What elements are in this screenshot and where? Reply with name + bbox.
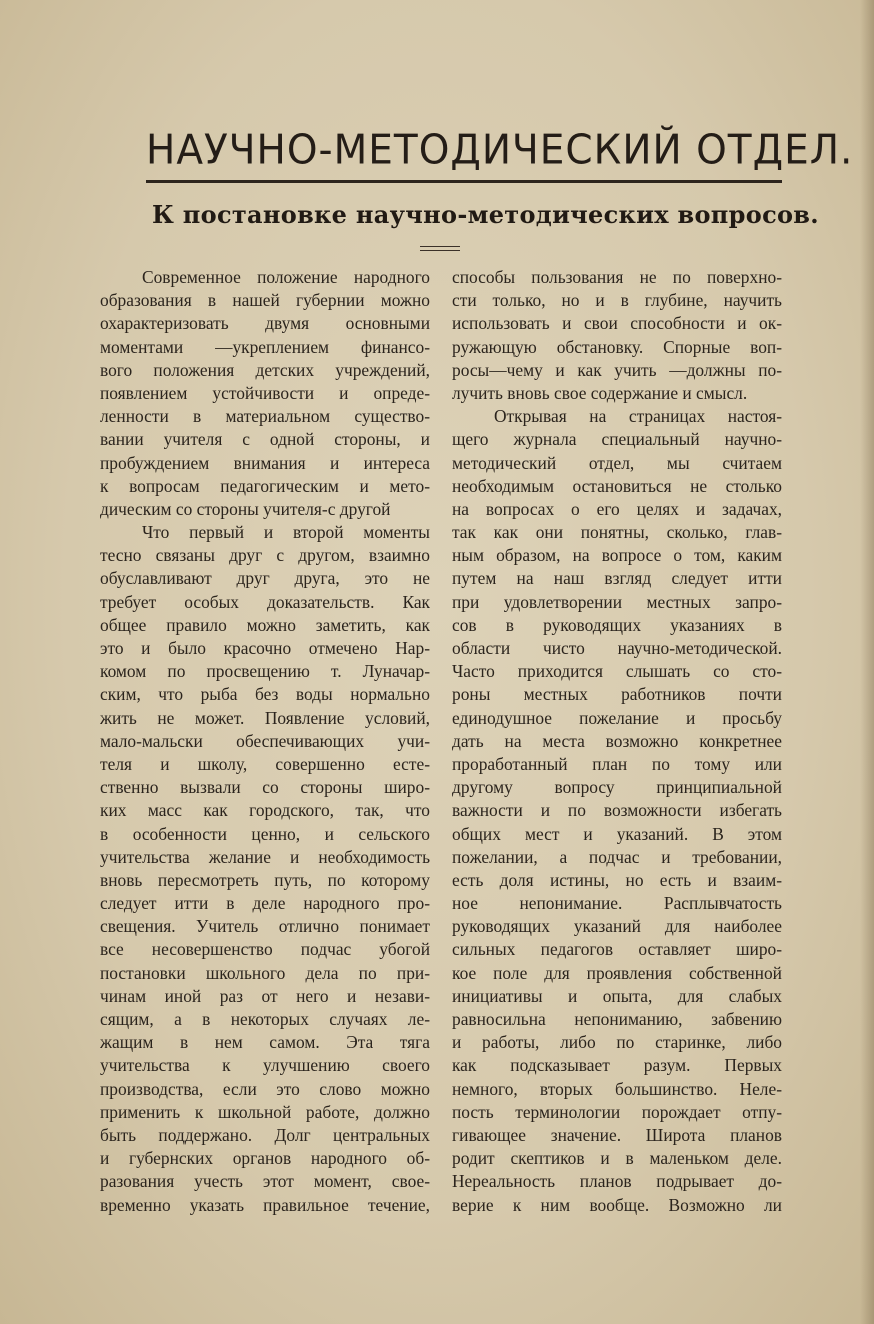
right-column-line: кое поле для проявления собственной — [452, 962, 782, 983]
right-column-line: необходимым остановиться не столько — [452, 475, 782, 496]
right-column-line: сильных педагогов оставляет широ- — [452, 939, 782, 960]
left-column-line: Что первый и второй моменты — [142, 522, 430, 543]
left-column-line: сящим, а в некоторых случаях ле- — [100, 1009, 430, 1029]
left-column-line: все несовершенство подчас убогой — [100, 939, 430, 960]
left-column-line: следует итти в деле народного про- — [100, 893, 430, 914]
right-column-line: так как они понятны, сколько, глав- — [452, 522, 782, 543]
article-title: К постановке научно-методических вопросов. — [152, 200, 819, 229]
right-column-line: сов в руководящих указаниях в — [452, 614, 782, 635]
right-column-line: дать на места возможно конкретнее — [452, 730, 782, 751]
left-column-line: к вопросам педагогическим и мето- — [100, 475, 430, 496]
right-column-line: ружающую обстановку. Спорные воп- — [452, 336, 782, 357]
left-column-line: дическим со стороны учителя-с другой — [100, 498, 391, 519]
right-column-line: есть доля истины, но есть и взаим- — [452, 869, 782, 890]
right-column-line: Нереальность планов подрывает до- — [452, 1171, 782, 1192]
right-column-line: Открывая на страницах настоя- — [494, 406, 782, 427]
left-column-line: ленности в материальном существо- — [100, 406, 430, 427]
left-column-line: вновь пересмотреть путь, по которому — [100, 869, 430, 890]
left-column-line: ским, что рыба без воды нормально — [100, 684, 430, 705]
right-column-line: общих мест и указаний. В этом — [452, 823, 782, 844]
left-column-line: производства, если это слово можно — [100, 1078, 430, 1099]
left-column-line: разования учесть этот момент, свое- — [100, 1171, 430, 1192]
section-title-rule — [146, 180, 782, 183]
right-column-line: области чисто научно-методической. — [452, 638, 782, 658]
right-column-line: лучить вновь свое содержание и смысл. — [452, 382, 748, 403]
right-column-line: сти только, но и в глубине, научить — [452, 290, 782, 311]
right-column-line: Часто приходится слышать со сто- — [452, 661, 782, 682]
left-text-column — [100, 266, 430, 1217]
right-column-line: родит скептиков и в маленьком деле. — [452, 1148, 782, 1169]
left-column-line: вании учителя с одной стороны, и — [100, 429, 430, 450]
left-column-line: пробуждением внимания и интереса — [100, 452, 430, 473]
right-column-line: проработанный план по тому или — [452, 753, 782, 774]
right-column-line: при удовлетворении местных запро- — [452, 591, 782, 612]
left-column-line: свещения. Учитель отлично понимает — [100, 916, 430, 937]
right-column-line: гивающее значение. Широта планов — [452, 1124, 782, 1145]
left-column-line: это и было красочно отмечено Нар- — [100, 638, 430, 658]
left-column-line: и губернских органов народного об- — [100, 1148, 430, 1169]
right-column-line: другому вопросу принципиальной — [452, 777, 782, 798]
left-column-line: учительства желание и необходимость — [100, 846, 430, 867]
right-column-line: росы—чему и как учить —должны по- — [452, 359, 782, 380]
left-column-line: появлением устойчивости и опреде- — [100, 382, 430, 403]
left-column-line: временно указать правильное течение, — [100, 1194, 430, 1215]
left-column-line: учительства к улучшению своего — [100, 1055, 430, 1076]
right-column-line: способы пользования не по поверхно- — [452, 267, 782, 287]
left-column-line: теля и школу, совершенно есте- — [100, 753, 430, 774]
left-column-line: чинам иной раз от него и незави- — [100, 985, 430, 1006]
left-column-line: охарактеризовать двумя основными — [100, 313, 430, 334]
right-column-line: ное непонимание. Расплывчатость — [452, 893, 782, 914]
right-column-line: немного, вторых большинство. Неле- — [452, 1078, 782, 1099]
right-column-line: пожелании, а подчас и требовании, — [452, 846, 782, 867]
left-column-line: применить к школьной работе, должно — [100, 1101, 430, 1122]
right-column-line: использовать и свои способности и ок- — [452, 313, 782, 334]
right-column-line: путем на наш взгляд следует итти — [452, 568, 782, 589]
right-text-column — [452, 266, 782, 1217]
left-column-line: моментами —укреплением финансо- — [100, 336, 430, 357]
right-column-line: и работы, либо по старинке, либо — [452, 1032, 782, 1053]
left-column-line: быть поддержано. Долг центральных — [100, 1124, 430, 1145]
right-column-line: ным образом, на вопросе о том, каким — [452, 545, 782, 566]
right-column-line: щего журнала специальный научно- — [452, 429, 782, 450]
left-column-line: постановки школьного дела по при- — [100, 962, 430, 983]
left-column-line: в особенности ценно, и сельского — [100, 823, 430, 844]
right-column-line: как подсказывает разум. Первых — [452, 1055, 782, 1076]
left-column-line: мало-мальски обеспечивающих учи- — [100, 730, 430, 751]
left-column-line: ственно вызвали со стороны широ- — [100, 777, 430, 798]
section-title: НАУЧНО-МЕТОДИЧЕСКИЙ ОТДЕЛ. — [146, 126, 854, 175]
left-column-line: требует особых доказательств. Как — [100, 591, 430, 612]
right-column-line: важности и по возможности избегать — [452, 800, 782, 821]
left-column-line: ких масс как городского, так, что — [100, 800, 430, 821]
left-column-line: образования в нашей губернии можно — [100, 290, 430, 311]
right-column-line: пость терминологии порождает отпу- — [452, 1101, 782, 1122]
right-column-line: верие к ним вообще. Возможно ли — [452, 1194, 782, 1215]
left-column-line: жащим в нем самом. Эта тяга — [100, 1032, 430, 1053]
right-column-line: инициативы и опыта, для слабых — [452, 985, 782, 1006]
right-column-line: на вопросах о его целях и задачах, — [452, 498, 782, 519]
right-column-line: роны местных работников почти — [452, 684, 782, 705]
left-column-line: общее правило можно заметить, как — [100, 614, 430, 635]
right-column-line: равносильна непониманию, забвению — [452, 1009, 782, 1029]
left-column-line: вого положения детских учреждений, — [100, 359, 430, 380]
left-column-line: жить не может. Появление условий, — [100, 707, 430, 728]
left-column-line: тесно связаны друг с другом, взаимно — [100, 545, 430, 566]
title-ornament-rule — [420, 246, 460, 252]
left-column-line: обуславливают друг друга, это не — [100, 568, 430, 589]
right-column-line: руководящих указаний для наиболее — [452, 916, 782, 937]
right-column-line: методический отдел, мы считаем — [452, 452, 782, 473]
left-column-line: Современное положение народного — [142, 267, 430, 287]
page-fold-shadow — [860, 0, 874, 1324]
left-column-line: комом по просвещению т. Луначар- — [100, 661, 430, 682]
right-column-line: единодушное пожелание и просьбу — [452, 707, 782, 728]
